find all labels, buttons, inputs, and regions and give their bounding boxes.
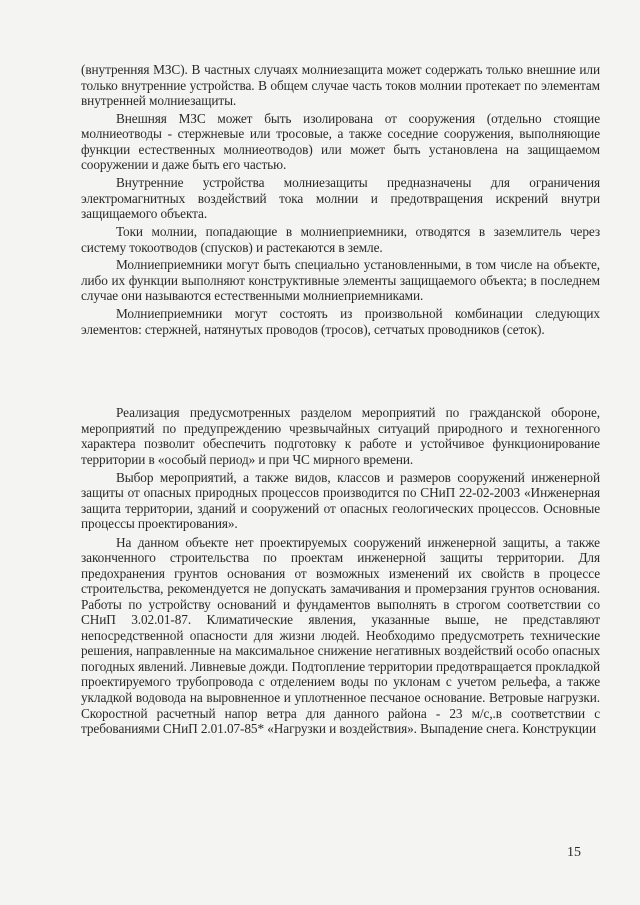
paragraph: Внутренние устройства молниезащиты предназначены для ограничения электромагнитных воздействий тока молнии и предотвращения искрений внутри защищаемого объекта. bbox=[81, 175, 600, 222]
text-block-bottom bbox=[81, 405, 600, 739]
paragraph: На данном объекте нет проектируемых сооружений инженерной защиты, а также законченного строительства по проектам инженерной защиты территории. Для предохранения грунтов основания от возможных изменений их свойств в процессе строительства, рекомендуется не допускать замачивания и промерзания грунтов основания. Работы по устройству оснований и фундаментов выполнять в строгом соответствии со СНиП 3.02.01-87. Климатические явления, указанные выше, не представляют непосредственной опасности для жизни людей. Необходимо предусмотреть технические решения, направленные на максимальное снижение негативных воздействий особо опасных погодных явлений. Ливневые дожди. Подтопление территории предотвращается прокладкой проектируемого трубопровода с отделением воды по уклонам с учетом рельефа, а также укладкой водовода на выровненное и уплотненное песчаное основание. Ветровые нагрузки. Скоростной расчетный напор ветра для данного района - 23 м/с,.в соответствии с требованиями СНиП 2.01.07-85* «Нагрузки и воздействия». Выпадение снега. Конструкции bbox=[81, 534, 600, 737]
paragraph: Реализация предусмотренных разделом мероприятий по гражданской обороне, мероприятий по предупреждению чрезвычайных ситуаций природного и техногенного характера позволит обеспечить подготовку к работе и устойчивое функционирование территории в «особый период» и при ЧС мирного времени. bbox=[81, 405, 600, 467]
paragraph: (внутренняя МЗС). В частных случаях молниезащита может содержать только внешние или только внутренние устройства. В общем случае часть токов молнии протекает по элементам внутренней молниезащиты. bbox=[81, 62, 600, 109]
page-number: 15 bbox=[567, 845, 581, 860]
text-block-top bbox=[81, 62, 600, 339]
paragraph: Токи молнии, попадающие в молниеприемники, отводятся в заземлитель через систему токоотводов (спусков) и растекаются в земле. bbox=[81, 224, 600, 255]
paragraph: Внешняя МЗС может быть изолирована от сооружения (отдельно стоящие молниеотводы - стержневые или тросовые, а также соседние сооружения, выполняющие функции естественных молниеотводов) или может быть установлена на защищаемом сооружении и даже быть его частью. bbox=[81, 110, 600, 173]
paragraph: Молниеприемники могут состоять из произвольной комбинации следующих элементов: стержней, натянутых проводов (тросов), сетчатых проводников (сеток). bbox=[81, 306, 600, 337]
paragraph: Выбор мероприятий, а также видов, классов и размеров сооружений инженерной защиты от опасных природных процессов производится по СНиП 22-02-2003 «Инженерная защита территории, зданий и сооружений от опасных геологических процессов. Основные процессы проектирования». bbox=[81, 469, 600, 532]
paragraph: Молниеприемники могут быть специально установленными, в том числе на объекте, либо их функции выполняют конструктивные элементы защищаемого объекта; в последнем случае они называются естественными молниеприемниками. bbox=[81, 257, 600, 304]
